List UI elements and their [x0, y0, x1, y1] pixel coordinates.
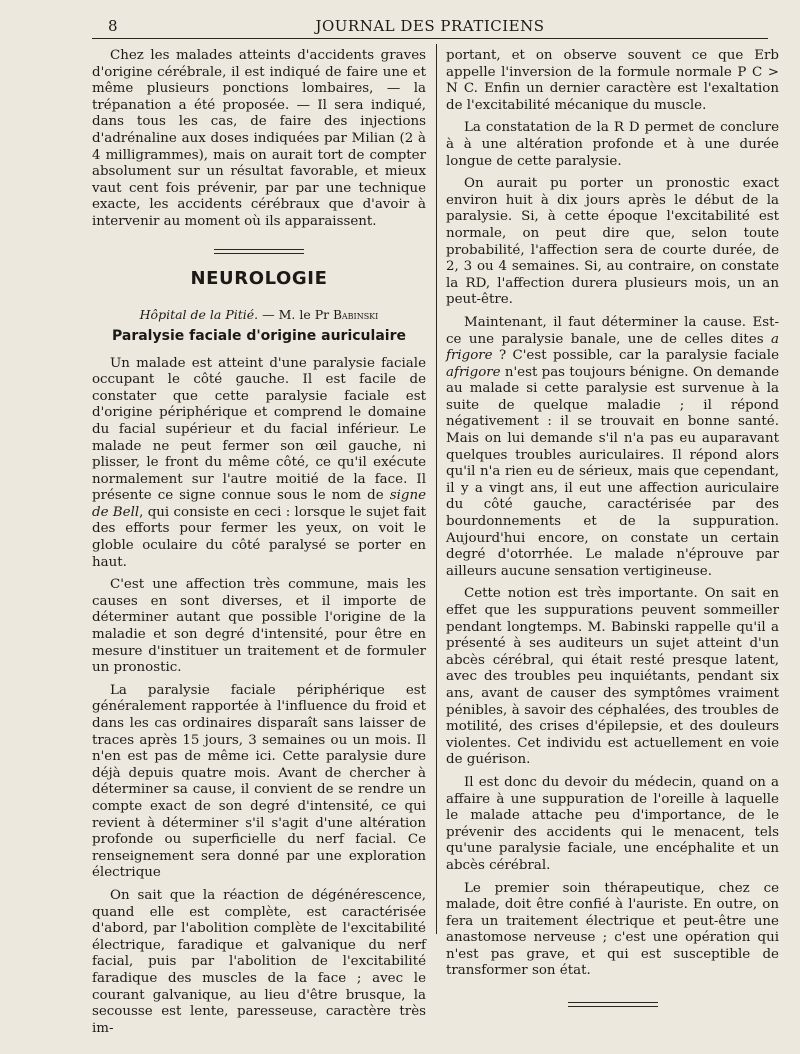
paragraph: Le premier soin thérapeutique, chez ce malade, doit être confié à l'auriste. En outre, on fera un traitement électrique et peut-être une anastomose nerveuse ; c'est une opération qui n'est pas grave, et qui est susceptible de transformer son état. [446, 880, 779, 979]
page-number: 8 [108, 17, 118, 35]
right-column [446, 48, 779, 1007]
section-separator [214, 249, 304, 254]
author-prefix: — M. le Pr [258, 306, 334, 322]
paragraph: C'est une affection très commune, mais les causes en sont diverses, et il importe de déterminer autant que possible l'origine de la maladie et son degré d'intensité, pour être en mesure d'instituer un traitement et de formuler un pronostic. [92, 577, 426, 676]
paragraph-text: , qui consiste en ceci : lorsque le sujet fait des efforts pour fermer les yeux, on voit le globle oculaire du côté paralysé se porter en haut. [92, 504, 426, 570]
end-separator [568, 1002, 658, 1007]
paragraph: La constatation de la R D permet de conclure à à une altération profonde et à une durée longue de cette paralysie. [446, 120, 779, 169]
column-divider [436, 44, 437, 934]
paragraph-italic: signe de Bell [92, 488, 426, 520]
paragraph-text: n'est pas toujours bénigne. On demande au malade si cette paralysie est survenue à la suite de quelque maladie ; il répond négativement : il se trouvait en bonne santé. Mais on lui demande s'il n'a pas eu auparavant quelques troubles auriculaires. Il répond alors qu'il n'a rien eu de sérieux, mais que cependant, il y a vingt ans, il eut une affection auriculaire du côté gauche, caractérisée par des bourdonnements et de la suppuration. Aujourd'hui encore, on constate un certain degré d'otorrhée. Le malade n'éprouve par ailleurs aucune sensation vertigineuse. [446, 364, 779, 579]
author-name: Babinski [333, 307, 379, 322]
paragraph [92, 356, 426, 572]
paragraph-italic: afrigore [446, 364, 501, 380]
paragraph: portant, et on observe souvent ce que Erb appelle l'inversion de la formule normale P C > N C. Enfin un dernier caractère est l'exaltation de l'excitabilité mécanique du muscle. [446, 48, 779, 113]
paragraph: On sait que la réaction de dégénérescence, quand elle est complète, est caractérisée d'abord, par l'abolition complète de l'excitabilité électrique, faradique et galvanique du nerf facial, puis par l'abolition de l'excitabilité faradique des muscles de la face ; avec le courant galvanique, au lieu d'être brusque, la secousse est lente, paresseuse, caractère très im- [92, 887, 426, 1036]
paragraph-text: Maintenant, il faut déterminer la cause. Est-ce une paralysie banale, une de celles dites [446, 314, 779, 347]
paragraph: On aurait pu porter un pronostic exact environ huit à dix jours après le début de la paralysie. Si, à cette époque l'excitabilité est normale, on peut dire que, selon toute probabilité, l'affection sera de courte durée, de 2, 3 ou 4 semaines. Si, au contraire, on constate la RD, l'affection durera plusieurs mois, un an peut-être. [446, 176, 779, 308]
article-title: Paralysie faciale d'origine auriculaire [112, 327, 406, 344]
section-title: NEUROLOGIE [190, 267, 328, 289]
paragraph-text: ? C'est possible, car la paralysie faciale [492, 348, 779, 364]
paragraph-italic: a frigore [446, 331, 779, 364]
paragraph-text: Un malade est atteint d'une paralysie faciale occupant le côté gauche. Il est facile de constater que cette paralysie faciale est d'origine périphérique et comprend le domaine du facial supérieur et du facial inférieur. Le malade ne peut fermer son œil gauche, ni plisser, le front du même côté, ce qu'il exécute normalement sur l'autre moitié de la face. Il présente ce signe connue sous le nom de [92, 355, 426, 504]
page-header [92, 14, 768, 39]
intro-paragraph: Chez les malades atteints d'accidents graves d'origine cérébrale, il est indiqué de faire une et même plusieurs ponctions lombaires, — la trépanation a été proposée. — Il sera indiqué, dans tous les cas, de faire des injections d'adrénaline aux doses indiquées par Milian (2 à 4 milligrammes), mais on aurait tort de compter absolument sur un résultat favorable, et mieux vaut cent fois prévenir, par par une technique exacte, les accidents cérébraux que d'avoir à intervenir au moment où ils apparaissent. [92, 48, 426, 229]
left-column [92, 48, 426, 1043]
hospital-name: Hôpital de la Pitié. [139, 306, 259, 322]
byline [92, 307, 426, 322]
paragraph: Cette notion est très importante. On sait en effet que les suppurations peuvent sommeiller pendant longtemps. M. Babinski rappelle qu'il a présenté à ses auditeurs un sujet atteint d'un abcès cérébral, qui était resté presque latent, avec des troubles peu inquiétants, pendant six ans, avant de causer des symptômes vraiment pénibles, à savoir des céphalées, des troubles de motilité, des crises d'épilepsie, et des douleurs violentes. Cet individu est actuellement en voie de guérison. [446, 586, 779, 768]
paragraph: La paralysie faciale périphérique est généralement rapportée à l'influence du froid et dans les cas ordinaires disparaît sans laisser de traces après 15 jours, 3 semaines ou un mois. Il n'en est pas de même ici. Cette paralysie dure déjà depuis quatre mois. Avant de chercher à déterminer sa cause, il convient de se rendre un compte exact de son degré d'intensité, ce qui revient à déterminer s'il s'agit d'une altération profonde ou superficielle du nerf facial. Ce renseignement sera donné par une exploration électrique [92, 682, 426, 881]
journal-title: JOURNAL DES PRATICIENS [315, 17, 545, 35]
paragraph [446, 315, 779, 581]
paragraph: Il est donc du devoir du médecin, quand on a affaire à une suppuration de l'oreille à laquelle le malade attache peu d'importance, de le prévenir des accidents qui le menacent, tels qu'une paralysie faciale, une encéphalite et un abcès cérébral. [446, 774, 779, 873]
